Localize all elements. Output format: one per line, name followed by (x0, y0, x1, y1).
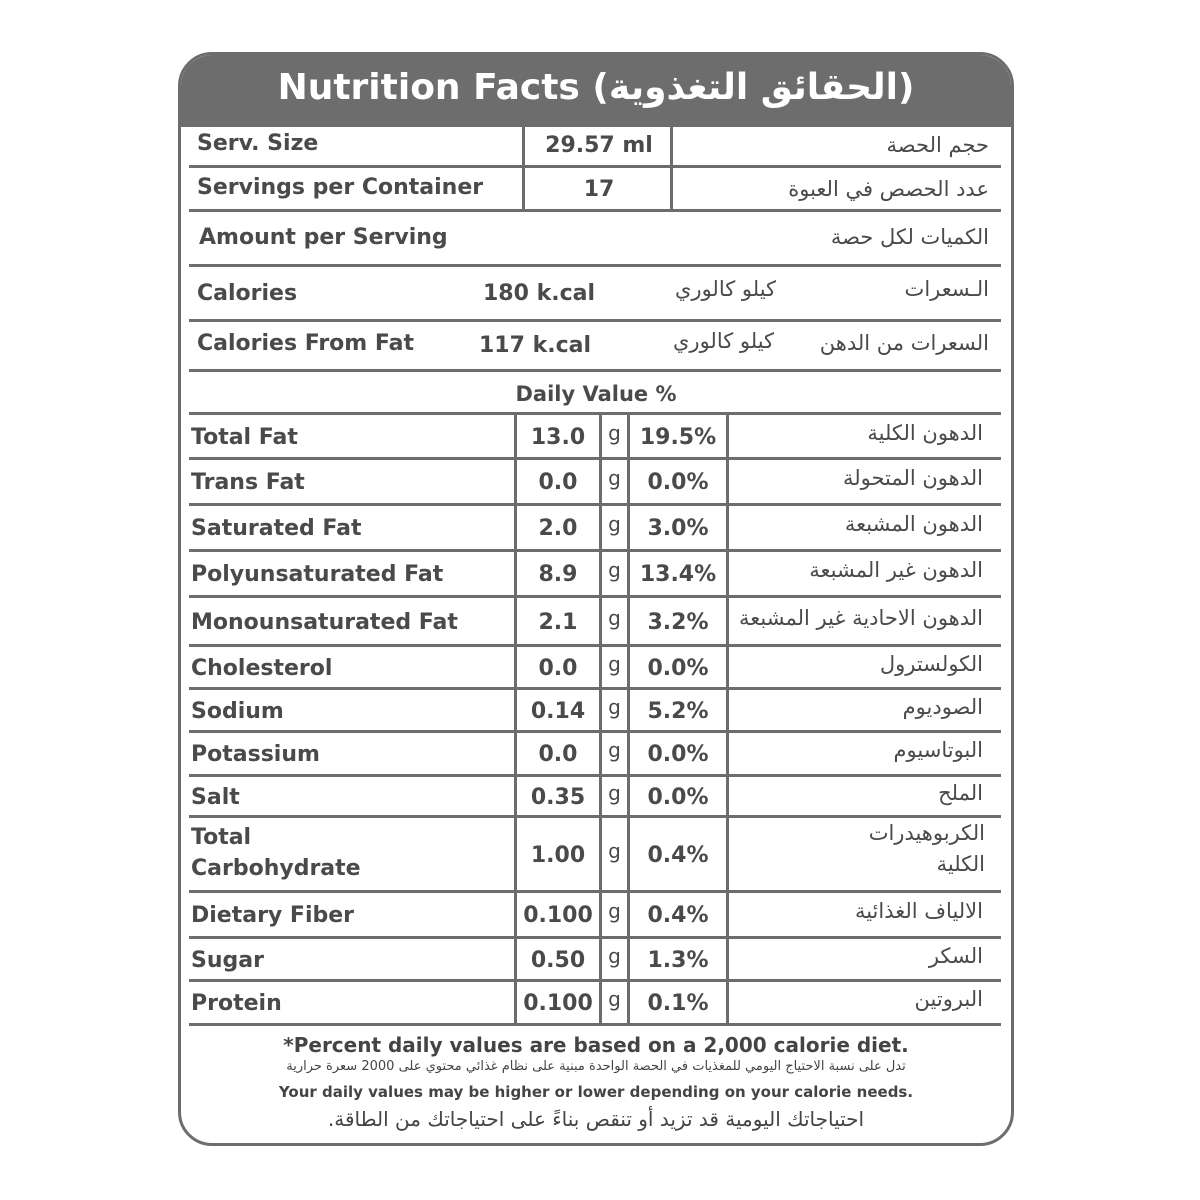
nutrient-daily-value: 0.0% (647, 784, 709, 810)
nutrient-unit: g (608, 651, 621, 676)
divider (189, 979, 1001, 982)
calories-from-fat-value: 117 k.cal (479, 333, 591, 358)
calories-from-fat-label-ar: السعرات من الدهن (819, 331, 989, 355)
serv-size-label-ar: حجم الحصة (886, 133, 989, 157)
divider (189, 209, 1001, 212)
nutrient-daily-value: 0.1% (647, 991, 709, 1016)
nutrient-name: Polyunsaturated Fat (191, 562, 444, 587)
nutrient-name: Cholesterol (191, 655, 333, 681)
divider (189, 457, 1001, 460)
nutrient-amount: 0.50 (530, 947, 586, 973)
nutrient-name-ar: الدهون غير المشبعة (809, 558, 983, 582)
nutrient-daily-value: 0.0% (647, 470, 709, 495)
nutrient-name: Total Fat (191, 425, 298, 450)
nutrient-name: Salt (191, 784, 240, 810)
nutrient-unit: g (608, 512, 621, 536)
calories-from-fat-label: Calories From Fat (197, 331, 414, 356)
nutrient-name: Sugar (191, 947, 264, 973)
nutrition-label (178, 52, 1014, 1146)
nutrient-name-ar: الالياف الغذائية (854, 899, 983, 923)
nutrient-name: Protein (191, 991, 282, 1016)
nutrient-amount: 0.100 (523, 991, 593, 1016)
column-divider (522, 127, 525, 211)
divider (189, 687, 1001, 690)
nutrient-amount: 0.14 (530, 698, 586, 724)
nutrient-daily-value: 3.2% (647, 609, 709, 635)
nutrient-name-ar: الدهون المشبعة (844, 512, 983, 536)
nutrient-amount: 1.00 (530, 842, 586, 868)
nutrient-unit: g (608, 899, 621, 923)
divider (189, 936, 1001, 939)
nutrient-amount: 2.0 (538, 516, 578, 541)
nutrient-name: Sodium (191, 698, 284, 724)
nutrient-name: Total (191, 825, 252, 850)
divider (189, 369, 1001, 372)
nutrient-daily-value: 0.4% (647, 842, 709, 868)
nutrient-name-ar: الكولسترول (879, 651, 983, 676)
nutrient-name-ar: الكربوهيدرات (868, 821, 985, 845)
nutrient-daily-value: 0.0% (647, 655, 709, 681)
column-divider (670, 127, 673, 211)
footer-daily-values-en: Your daily values may be higher or lower depending on your calorie needs. (278, 1083, 914, 1101)
nutrient-name-ar: الدهون الكلية (867, 421, 983, 445)
nutrient-name: Dietary Fiber (191, 903, 355, 928)
divider (189, 815, 1001, 818)
nutrient-daily-value: 0.0% (647, 742, 709, 767)
nutrient-amount: 0.0 (538, 742, 578, 767)
nutrient-name-ar: الدهون المتحولة (842, 466, 983, 490)
nutrient-name-ar: الصوديوم (902, 694, 983, 719)
nutrient-amount: 13.0 (530, 425, 586, 450)
serv-size-value: 29.57 ml (545, 133, 653, 158)
servings-per-container-label-ar: عدد الحصص في العبوة (788, 177, 989, 201)
nutrient-name-ar: البروتين (914, 987, 983, 1011)
nutrient-amount: 0.0 (538, 470, 578, 495)
divider (189, 774, 1001, 777)
nutrient-unit: g (608, 421, 621, 445)
nutrient-daily-value: 3.0% (647, 516, 709, 541)
nutrient-name: Carbohydrate (191, 856, 361, 881)
divider (189, 412, 1001, 415)
footer-note-en: *Percent daily values are based on a 2,000 calorie diet. (283, 1033, 909, 1057)
calories-from-fat-unit-ar: كيلو كالوري (673, 329, 775, 353)
label-title: Nutrition Facts (الحقائق التغذوية) (181, 55, 1011, 127)
servings-per-container-value: 17 (583, 177, 615, 202)
nutrient-unit: g (608, 694, 621, 719)
nutrient-name: Potassium (191, 742, 320, 767)
nutrient-name-ar: الملح (938, 780, 983, 805)
nutrient-name: Trans Fat (191, 470, 305, 495)
nutrient-unit: g (608, 738, 621, 762)
divider (189, 549, 1001, 552)
nutrient-name: Saturated Fat (191, 516, 362, 541)
divider (189, 890, 1001, 893)
nutrient-unit: g (608, 838, 621, 863)
divider (189, 595, 1001, 598)
divider (189, 165, 1001, 168)
divider (189, 1023, 1001, 1026)
nutrient-name-ar: السكر (928, 943, 983, 968)
serv-size-label: Serv. Size (197, 131, 319, 156)
nutrient-name-ar: البوتاسيوم (893, 738, 983, 762)
daily-value-heading: Daily Value % (515, 382, 677, 406)
divider (189, 503, 1001, 506)
divider (189, 264, 1001, 267)
nutrient-name-ar: الدهون الاحادية غير المشبعة (738, 605, 983, 630)
calories-unit-ar: كيلو كالوري (675, 277, 777, 301)
nutrient-unit: g (608, 466, 621, 490)
nutrient-amount: 2.1 (538, 609, 578, 635)
nutrient-name: Monounsaturated Fat (191, 609, 458, 635)
nutrient-name-ar: الكلية (936, 852, 985, 876)
nutrient-unit: g (608, 558, 621, 582)
nutrient-amount: 0.100 (523, 903, 593, 928)
nutrient-daily-value: 13.4% (639, 562, 717, 587)
divider (189, 319, 1001, 322)
calories-label-ar: الـسعرات (904, 277, 989, 301)
nutrient-unit: g (608, 605, 621, 630)
nutrient-unit: g (608, 780, 621, 805)
divider (189, 644, 1001, 647)
nutrient-unit: g (608, 943, 621, 968)
divider (189, 730, 1001, 733)
nutrient-amount: 8.9 (538, 562, 578, 587)
nutrient-daily-value: 19.5% (639, 425, 717, 450)
footer-daily-values-ar: احتياجاتك اليومية قد تزيد أو تنقص بناءً على احتياجاتك من الطاقة. (327, 1107, 865, 1131)
nutrient-daily-value: 0.4% (647, 903, 709, 928)
nutrient-daily-value: 5.2% (647, 698, 709, 724)
calories-label: Calories (197, 281, 298, 306)
footer-note-ar: تدل على نسبة الاحتياج اليومي للمغذيات في الحصة الواحدة مبنية على نظام غذائي محتوي على 2000 سعرة حرارية (286, 1059, 906, 1074)
servings-per-container-label: Servings per Container (197, 175, 484, 200)
nutrient-amount: 0.0 (538, 655, 578, 681)
calories-value: 180 k.cal (483, 281, 595, 306)
amount-per-serving-label-ar: الكميات لكل حصة (830, 225, 989, 249)
nutrient-amount: 0.35 (530, 784, 586, 810)
nutrient-unit: g (608, 987, 621, 1011)
nutrient-daily-value: 1.3% (647, 947, 709, 973)
amount-per-serving-label: Amount per Serving (199, 225, 448, 250)
